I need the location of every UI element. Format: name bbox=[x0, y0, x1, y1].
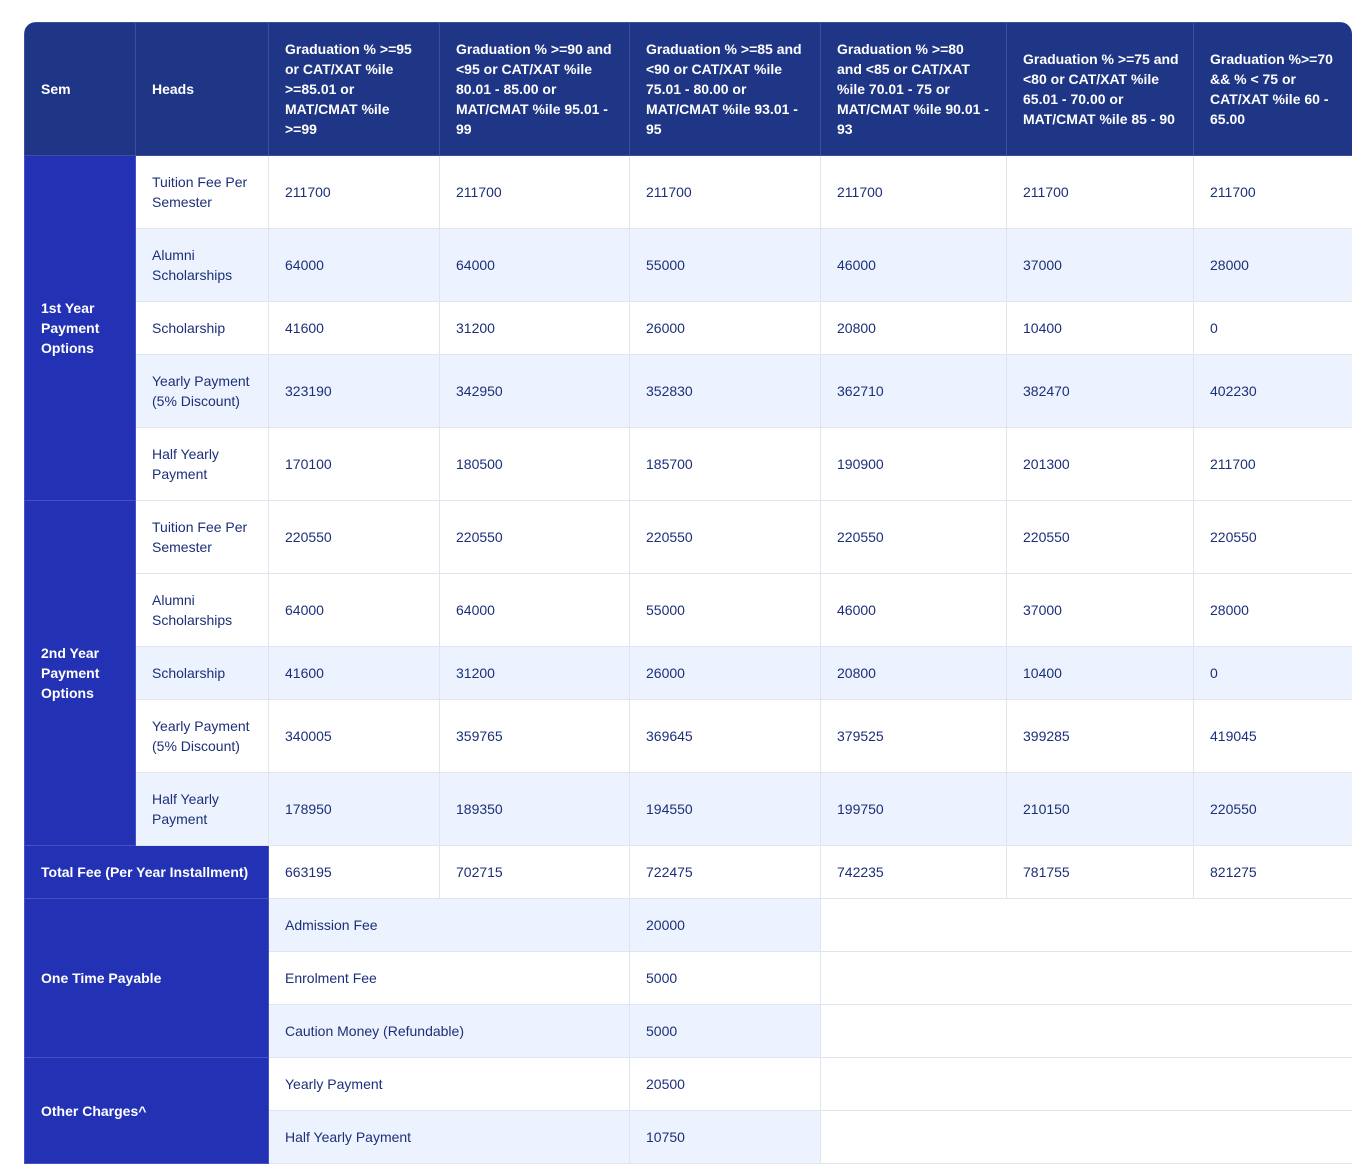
column-header-tier-6: Graduation %>=70 && % < 75 or CAT/XAT %ile 60 - 65.00 bbox=[1194, 23, 1353, 156]
table-cell: 37000 bbox=[1007, 229, 1194, 302]
empty-cell bbox=[821, 952, 1353, 1005]
table-cell: 26000 bbox=[630, 302, 821, 355]
table-row bbox=[25, 156, 1353, 229]
table-cell: 64000 bbox=[269, 229, 440, 302]
table-cell: 211700 bbox=[1194, 428, 1353, 501]
table-cell: 31200 bbox=[440, 647, 630, 700]
table-cell: 190900 bbox=[821, 428, 1007, 501]
row-head: Half Yearly Payment bbox=[269, 1111, 630, 1164]
table-cell: 41600 bbox=[269, 647, 440, 700]
table-cell: 220550 bbox=[1194, 773, 1353, 846]
table-cell: 323190 bbox=[269, 355, 440, 428]
table-cell: 402230 bbox=[1194, 355, 1353, 428]
table-cell: 194550 bbox=[630, 773, 821, 846]
column-header-tier-4: Graduation % >=80 and <85 or CAT/XAT %ile 70.01 - 75 or MAT/CMAT %ile 90.01 - 93 bbox=[821, 23, 1007, 156]
table-cell: 41600 bbox=[269, 302, 440, 355]
row-head: Caution Money (Refundable) bbox=[269, 1005, 630, 1058]
table-cell: 781755 bbox=[1007, 846, 1194, 899]
fee-structure-table-container bbox=[24, 22, 1352, 1172]
table-row bbox=[25, 1058, 1353, 1111]
table-cell: 0 bbox=[1194, 302, 1353, 355]
table-cell: 379525 bbox=[821, 700, 1007, 773]
row-head: Half Yearly Payment bbox=[136, 428, 269, 501]
table-row bbox=[25, 647, 1353, 700]
table-cell: 419045 bbox=[1194, 700, 1353, 773]
row-head: Scholarship bbox=[136, 302, 269, 355]
row-head: Tuition Fee Per Semester bbox=[136, 501, 269, 574]
table-cell: 369645 bbox=[630, 700, 821, 773]
empty-cell bbox=[821, 1111, 1353, 1164]
table-cell: 5000 bbox=[630, 952, 821, 1005]
table-cell: 220550 bbox=[440, 501, 630, 574]
table-cell: 189350 bbox=[440, 773, 630, 846]
table-header-row bbox=[25, 23, 1353, 156]
table-row-total bbox=[25, 846, 1353, 899]
table-cell: 201300 bbox=[1007, 428, 1194, 501]
column-header-tier-2: Graduation % >=90 and <95 or CAT/XAT %ile 80.01 - 85.00 or MAT/CMAT %ile 95.01 - 99 bbox=[440, 23, 630, 156]
table-cell: 46000 bbox=[821, 574, 1007, 647]
table-cell: 821275 bbox=[1194, 846, 1353, 899]
table-cell: 20800 bbox=[821, 647, 1007, 700]
table-cell: 26000 bbox=[630, 647, 821, 700]
table-row bbox=[25, 501, 1353, 574]
table-cell: 64000 bbox=[440, 229, 630, 302]
table-cell: 399285 bbox=[1007, 700, 1194, 773]
table-cell: 178950 bbox=[269, 773, 440, 846]
table-cell: 64000 bbox=[269, 574, 440, 647]
table-row bbox=[25, 574, 1353, 647]
table-cell: 170100 bbox=[269, 428, 440, 501]
row-head: Enrolment Fee bbox=[269, 952, 630, 1005]
table-row bbox=[25, 700, 1353, 773]
other-charges-label: Other Charges^ bbox=[25, 1058, 269, 1164]
table-cell: 382470 bbox=[1007, 355, 1194, 428]
table-row bbox=[25, 773, 1353, 846]
table-cell: 663195 bbox=[269, 846, 440, 899]
row-head: Scholarship bbox=[136, 647, 269, 700]
table-cell: 10400 bbox=[1007, 302, 1194, 355]
table-cell: 55000 bbox=[630, 229, 821, 302]
table-cell: 0 bbox=[1194, 647, 1353, 700]
table-cell: 742235 bbox=[821, 846, 1007, 899]
row-head: Half Yearly Payment bbox=[136, 773, 269, 846]
table-cell: 359765 bbox=[440, 700, 630, 773]
table-cell: 211700 bbox=[1194, 156, 1353, 229]
table-cell: 20500 bbox=[630, 1058, 821, 1111]
empty-cell bbox=[821, 899, 1353, 952]
table-cell: 46000 bbox=[821, 229, 1007, 302]
row-head: Yearly Payment (5% Discount) bbox=[136, 355, 269, 428]
empty-cell bbox=[821, 1058, 1353, 1111]
empty-cell bbox=[821, 1005, 1353, 1058]
column-header-tier-5: Graduation % >=75 and <80 or CAT/XAT %ile 65.01 - 70.00 or MAT/CMAT %ile 85 - 90 bbox=[1007, 23, 1194, 156]
table-cell: 211700 bbox=[821, 156, 1007, 229]
row-head: Tuition Fee Per Semester bbox=[136, 156, 269, 229]
table-cell: 220550 bbox=[1007, 501, 1194, 574]
year2-section-label: 2nd Year Payment Options bbox=[25, 501, 136, 846]
row-head: Alumni Scholarships bbox=[136, 574, 269, 647]
table-cell: 220550 bbox=[630, 501, 821, 574]
column-header-tier-3: Graduation % >=85 and <90 or CAT/XAT %ile 75.01 - 80.00 or MAT/CMAT %ile 93.01 - 95 bbox=[630, 23, 821, 156]
table-row bbox=[25, 428, 1353, 501]
table-cell: 211700 bbox=[1007, 156, 1194, 229]
table-row bbox=[25, 899, 1353, 952]
table-cell: 37000 bbox=[1007, 574, 1194, 647]
one-time-payable-label: One Time Payable bbox=[25, 899, 269, 1058]
table-cell: 211700 bbox=[440, 156, 630, 229]
table-cell: 220550 bbox=[821, 501, 1007, 574]
table-row bbox=[25, 355, 1353, 428]
table-cell: 340005 bbox=[269, 700, 440, 773]
column-header-tier-1: Graduation % >=95 or CAT/XAT %ile >=85.01 or MAT/CMAT %ile >=99 bbox=[269, 23, 440, 156]
table-cell: 10750 bbox=[630, 1111, 821, 1164]
table-cell: 28000 bbox=[1194, 229, 1353, 302]
table-cell: 220550 bbox=[269, 501, 440, 574]
year1-section-label: 1st Year Payment Options bbox=[25, 156, 136, 501]
column-header-heads: Heads bbox=[136, 23, 269, 156]
column-header-sem: Sem bbox=[25, 23, 136, 156]
table-cell: 55000 bbox=[630, 574, 821, 647]
row-head: Admission Fee bbox=[269, 899, 630, 952]
row-head: Alumni Scholarships bbox=[136, 229, 269, 302]
table-row bbox=[25, 302, 1353, 355]
table-cell: 64000 bbox=[440, 574, 630, 647]
fee-structure-table bbox=[24, 22, 1352, 1164]
table-cell: 31200 bbox=[440, 302, 630, 355]
table-cell: 5000 bbox=[630, 1005, 821, 1058]
table-cell: 211700 bbox=[269, 156, 440, 229]
table-cell: 199750 bbox=[821, 773, 1007, 846]
table-cell: 211700 bbox=[630, 156, 821, 229]
table-cell: 210150 bbox=[1007, 773, 1194, 846]
table-cell: 220550 bbox=[1194, 501, 1353, 574]
table-cell: 20800 bbox=[821, 302, 1007, 355]
table-row bbox=[25, 229, 1353, 302]
table-cell: 28000 bbox=[1194, 574, 1353, 647]
table-cell: 180500 bbox=[440, 428, 630, 501]
row-head: Yearly Payment bbox=[269, 1058, 630, 1111]
table-cell: 702715 bbox=[440, 846, 630, 899]
table-cell: 722475 bbox=[630, 846, 821, 899]
row-head: Yearly Payment (5% Discount) bbox=[136, 700, 269, 773]
table-cell: 20000 bbox=[630, 899, 821, 952]
table-cell: 352830 bbox=[630, 355, 821, 428]
total-fee-label: Total Fee (Per Year Installment) bbox=[25, 846, 269, 899]
table-cell: 362710 bbox=[821, 355, 1007, 428]
table-cell: 185700 bbox=[630, 428, 821, 501]
table-cell: 10400 bbox=[1007, 647, 1194, 700]
table-cell: 342950 bbox=[440, 355, 630, 428]
